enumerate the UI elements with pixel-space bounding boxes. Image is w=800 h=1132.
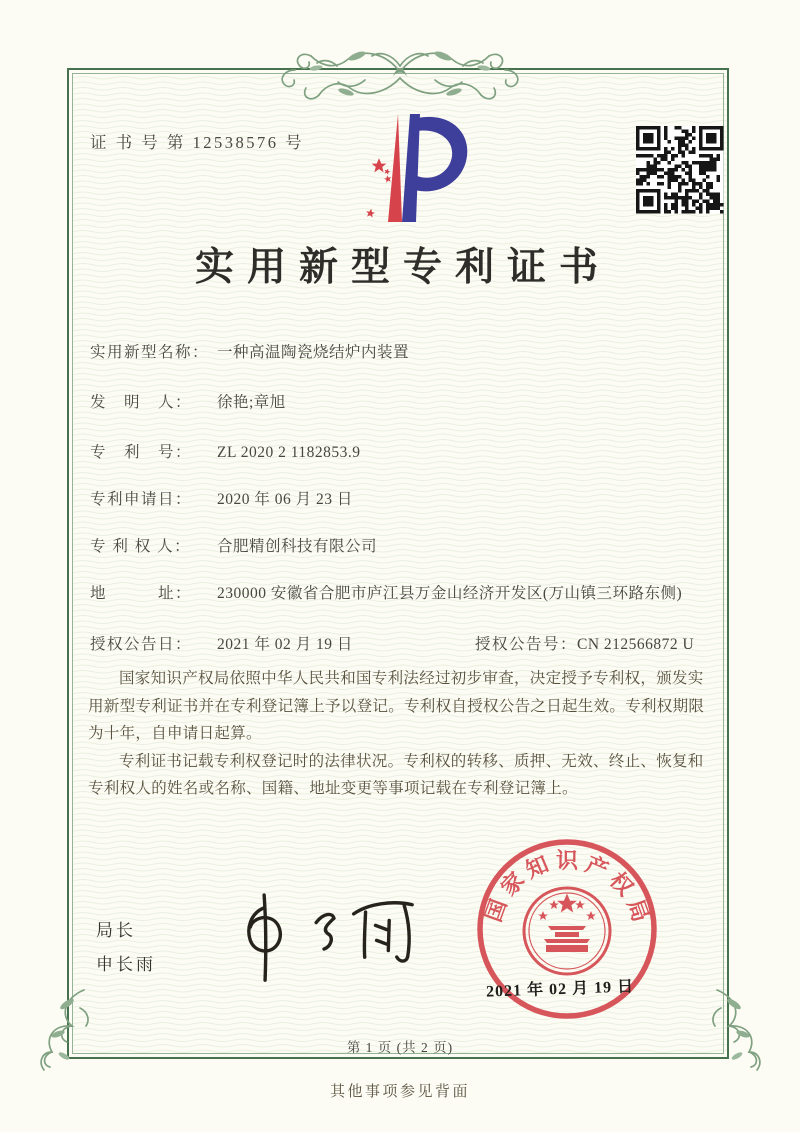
seal-ring-char: 知: [522, 851, 553, 883]
field-value: 2021 年 02 月 19 日: [217, 636, 353, 653]
field-value: 230000 安徽省合肥市庐江县万金山经济开发区(万山镇三环路东侧): [217, 585, 683, 602]
commissioner-role-label: 局长: [96, 921, 136, 940]
cnipa-logo: [338, 110, 470, 228]
handwritten-signature: [218, 884, 430, 984]
legal-text: [88, 665, 714, 803]
seal-ring-char: 权: [604, 867, 639, 901]
grant-number-pair: [475, 632, 694, 657]
field-value: ZL 2020 2 1182853.9: [217, 444, 361, 461]
national-emblem: [524, 888, 610, 974]
seal-date: 2021 年 02 月 19 日: [485, 978, 635, 1001]
field-value: 一种高温陶瓷烧结炉内装置: [217, 344, 410, 361]
field-label: 发 明 人：: [90, 394, 193, 411]
certificate-title: 实用新型专利证书: [194, 246, 611, 289]
seal-ring-char: 产: [581, 851, 612, 883]
field-row-grant-date: [90, 632, 694, 657]
field-label: 专 利 号：: [90, 444, 193, 461]
certificate-number: 证 书 号 第 12538576 号: [90, 133, 305, 152]
field-row-utility-model-name: [90, 340, 409, 365]
seal-ring-char: 国: [480, 895, 512, 926]
legal-paragraph-2: 专利证书记载专利权登记时的法律状况。专利权的转移、质押、无效、终止、恢复和专利权人的姓名或名称、国籍、地址变更等事项记载在专利登记簿上。: [88, 752, 704, 797]
field-label: 授权公告号：: [475, 636, 578, 653]
field-row-patent-number: [90, 440, 361, 465]
field-row-filing-date: [90, 487, 353, 512]
field-row-patentee: [90, 534, 377, 559]
see-reverse-note: 其他事项参见背面: [329, 1084, 470, 1100]
field-value: CN 212566872 U: [577, 636, 695, 653]
legal-paragraph-1: 国家知识产权局依照中华人民共和国专利法经过初步审查，决定授予专利权，颁发实用新型专利证书并在专利登记簿上予以登记。专利权自授权公告之日起生效。专利权期限为十年，自申请日起算。: [88, 670, 705, 742]
field-label: 地 址：: [90, 585, 193, 602]
qr-code: [636, 126, 724, 214]
field-value: 徐艳;章旭: [217, 394, 286, 411]
field-label: 专利申请日：: [90, 491, 193, 508]
field-row-address: [90, 581, 682, 606]
seal-ring-char: 识: [555, 848, 579, 873]
field-label: 授权公告日：: [90, 636, 193, 653]
commissioner-name: 申长雨: [96, 955, 156, 974]
seal-ring-char: 局: [622, 895, 654, 926]
field-row-inventor: [90, 390, 286, 415]
field-value: 合肥精创科技有限公司: [217, 538, 378, 555]
field-value: 2020 年 06 月 23 日: [217, 491, 353, 508]
field-label: 实用新型名称：: [90, 344, 210, 361]
page-number: 第 1 页 (共 2 页): [346, 1040, 454, 1055]
field-label: 专 利 权 人：: [90, 538, 192, 555]
seal-ring-char: 家: [495, 867, 530, 901]
